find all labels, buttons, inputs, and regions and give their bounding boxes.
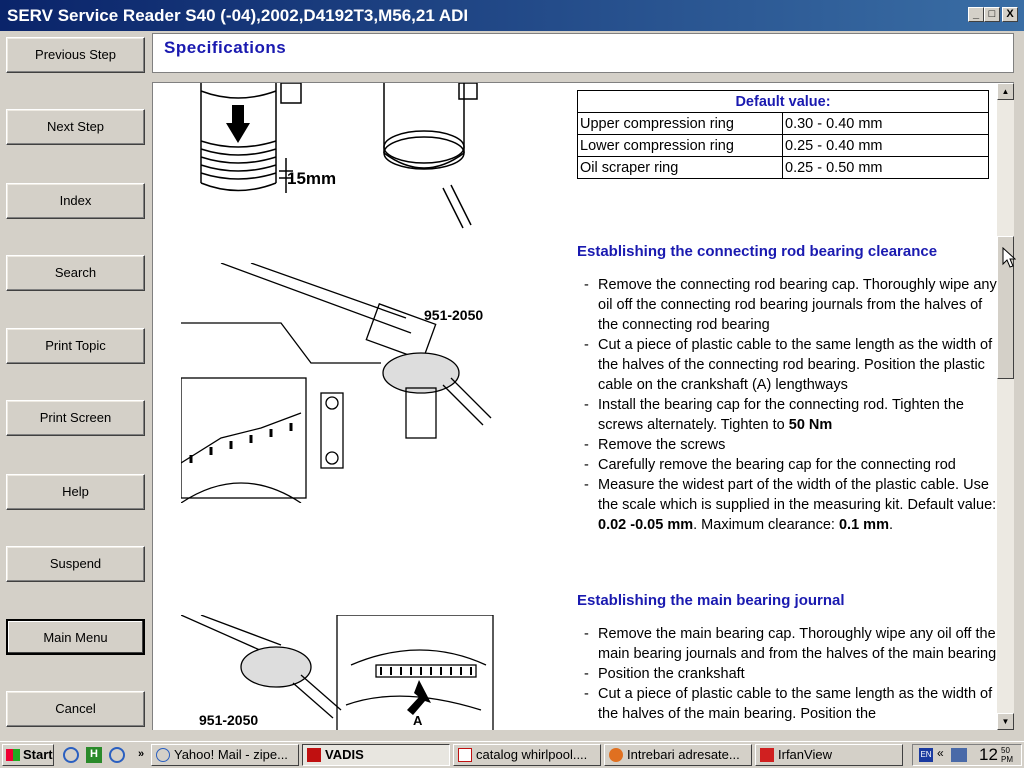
step-text: Remove the screws (598, 437, 726, 453)
page-header (152, 33, 1014, 73)
window-title: SERV Service Reader S40 (-04),2002,D4192T3,M56,21 ADI (7, 6, 469, 25)
taskbar-item-catalog[interactable] (453, 744, 601, 766)
quick-launch-more-icon[interactable]: » (137, 748, 145, 760)
mouse-cursor-icon (1002, 247, 1016, 269)
list-item (577, 624, 997, 664)
step-text: Cut a piece of plastic cable to the same length as the width of the halves of the main bearing. Position the (598, 686, 993, 722)
pdf-document-icon (458, 748, 472, 762)
spec-value: 0.25 - 0.40 mm (783, 135, 989, 157)
scroll-down-arrow-icon[interactable]: ▼ (997, 713, 1014, 730)
step-text: Cut a piece of plastic cable to the same length as the width of the halves of the connecting rod bearing. Position the plastic cable on the crankshaft (A) lengthways (598, 337, 993, 393)
start-button[interactable] (2, 744, 54, 766)
minimize-button[interactable]: _ (968, 7, 984, 22)
default-value-table (577, 90, 989, 179)
clearance-max-value: 0.1 mm (838, 517, 889, 533)
piston-ring-illustration (181, 83, 481, 233)
fig3-tool-label: 951-2050 (199, 712, 259, 728)
clearance-default-value: 0.02 -0.05 mm (598, 517, 694, 533)
internet-explorer-icon[interactable] (63, 747, 79, 763)
step-text: Remove the connecting rod bearing cap. Thoroughly wipe any oil off the connecting rod bearing journals from the halves of the connecting rod bearing (598, 277, 997, 333)
table-row (578, 113, 989, 135)
list-item (577, 335, 997, 395)
taskbar-item-yahoo-mail[interactable] (151, 744, 299, 766)
title-bar (0, 0, 1024, 31)
step-text: Remove the main bearing cap. Thoroughly wipe any oil off the main bearing journals and from the halves of the main bearing (598, 626, 997, 662)
index-button[interactable]: Index (6, 183, 145, 219)
fig1-dimension-label: 15mm (287, 169, 337, 188)
previous-step-button[interactable]: Previous Step (6, 37, 145, 73)
search-button[interactable]: Search (6, 255, 145, 291)
list-item (577, 664, 997, 684)
system-tray (912, 744, 1022, 766)
fig2-tool-label: 951-2050 (424, 307, 484, 323)
list-item (577, 455, 997, 475)
list-item (577, 475, 997, 535)
taskbar-item-vadis[interactable] (302, 744, 450, 766)
print-screen-button[interactable]: Print Screen (6, 400, 145, 436)
windows-logo-icon (6, 749, 20, 761)
task-label: Intrebari adresate... (627, 747, 740, 762)
list-item (577, 275, 997, 335)
spec-value: 0.25 - 0.50 mm (783, 157, 989, 179)
content-area (152, 82, 997, 730)
list-item (577, 395, 997, 435)
section-title-main-bearing: Establishing the main bearing journal (577, 592, 845, 609)
step-text: Install the bearing cap for the connecting rod. Tighten the screws alternately. Tighten to (598, 397, 964, 433)
firefox-icon (609, 748, 623, 762)
step-text: Position the crankshaft (598, 666, 745, 682)
step-text: Carefully remove the bearing cap for the connecting rod (598, 457, 956, 473)
section-title-connecting-rod: Establishing the connecting rod bearing clearance (577, 243, 938, 260)
help-button[interactable]: Help (6, 474, 145, 510)
table-row (578, 157, 989, 179)
quick-launch-app-icon[interactable]: H (86, 747, 102, 763)
connecting-rod-steps (577, 275, 997, 535)
main-menu-button[interactable]: Main Menu (6, 619, 145, 655)
spec-name: Upper compression ring (578, 113, 783, 135)
suspend-button[interactable]: Suspend (6, 546, 145, 582)
vadis-app-icon (307, 748, 321, 762)
start-label: Start (23, 747, 53, 762)
task-label: VADIS (325, 747, 364, 762)
main-bearing-steps (577, 624, 997, 724)
clock-hour: 12 (979, 745, 998, 764)
tray-expand-icon[interactable]: « (937, 746, 944, 760)
language-indicator[interactable]: EN (919, 748, 933, 762)
maximize-button[interactable]: □ (984, 7, 1000, 22)
task-label: Yahoo! Mail - zipe... (174, 747, 288, 762)
browser-icon (156, 748, 170, 762)
taskbar-item-irfanview[interactable] (755, 744, 903, 766)
task-label: IrfanView (778, 747, 832, 762)
step-text: . Maximum clearance: (693, 517, 839, 533)
navigation-panel (0, 31, 152, 741)
page-title: Specifications (164, 38, 287, 57)
taskbar (0, 741, 1024, 768)
table-header: Default value: (578, 91, 989, 113)
fig3-marker-label: A (413, 713, 423, 728)
scroll-up-arrow-icon[interactable]: ▲ (997, 83, 1014, 100)
spec-name: Oil scraper ring (578, 157, 783, 179)
table-header-row (578, 91, 989, 113)
list-item (577, 684, 997, 724)
cancel-button[interactable]: Cancel (6, 691, 145, 727)
next-step-button[interactable]: Next Step (6, 109, 145, 145)
content-scrollbar[interactable] (997, 82, 1014, 730)
spec-value: 0.30 - 0.40 mm (783, 113, 989, 135)
step-text: . (888, 517, 893, 533)
connecting-rod-illustration (181, 263, 501, 503)
table-row (578, 135, 989, 157)
list-item (577, 435, 997, 455)
print-topic-button[interactable]: Print Topic (6, 328, 145, 364)
close-button[interactable]: X (1002, 7, 1018, 22)
main-bearing-illustration (181, 615, 501, 730)
taskbar-item-intrebari[interactable] (604, 744, 752, 766)
task-label: catalog whirlpool.... (476, 747, 588, 762)
browser-icon[interactable] (109, 747, 125, 763)
network-icon[interactable] (951, 748, 967, 762)
torque-value: 50 Nm (788, 417, 833, 433)
spec-name: Lower compression ring (578, 135, 783, 157)
step-text: Measure the widest part of the width of the plastic cable. Use the scale which is supplied in the measuring kit. Default value: (598, 477, 997, 513)
clock-minute-ampm: 50 PM (1001, 746, 1013, 764)
irfanview-icon (760, 748, 774, 762)
